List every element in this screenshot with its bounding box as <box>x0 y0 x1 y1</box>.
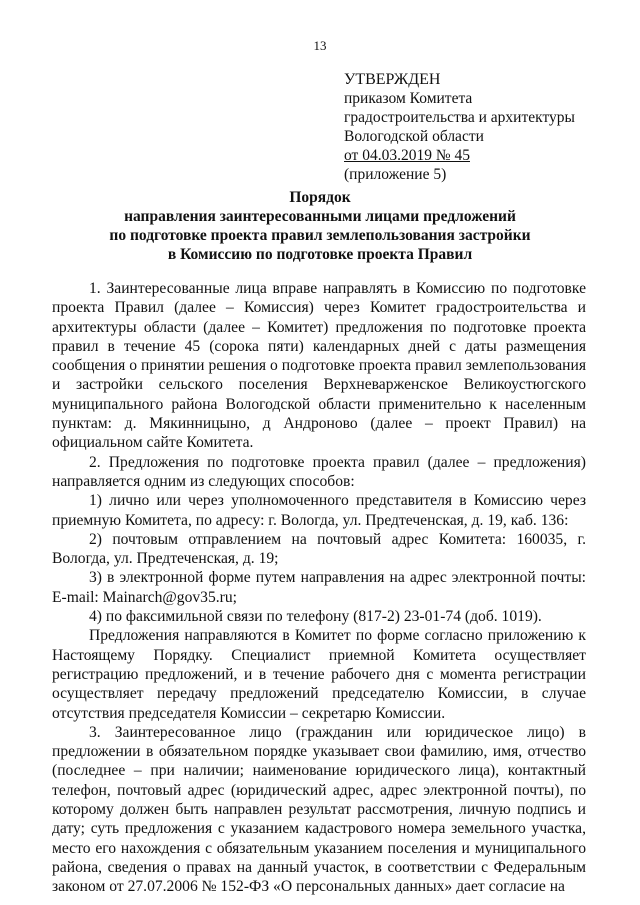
title-line: в Комиссию по подготовке проекта Правил <box>167 246 473 263</box>
approval-line: приказом Комитета <box>344 90 473 107</box>
paragraph: 3. Заинтересованное лицо (гражданин или юридическое лицо) в предложении в обязательном порядке указывает свои фамилию, имя, отчество (последнее – при наличии; наименование юридического лица), контактный телефон, почтовый адрес (юридический адрес, адрес электронной почты), по которому должен быть направлен результат рассмотрения, личную подпись и дату; суть предложения с указанием кадастрового номера земельного участка, место его нахождения с обязательным указанием поселения и муниципального района, сведения о правах на данный участок, в соответствии с Федеральным законом от 27.07.2006 № 152-ФЗ «О персональных данных» дает согласие на <box>52 723 586 896</box>
approval-stamp <box>344 70 575 184</box>
paragraph: 1) лично или через уполномоченного представителя в Комиссию через приемную Комитета, по адресу: г. Вологда, ул. Предтеченская, д. 19, каб. 136: <box>52 492 586 529</box>
approval-order-date: от 04.03.2019 № 45 <box>344 147 470 164</box>
approval-appendix: (приложение 5) <box>344 166 447 183</box>
approval-line: градостроительства и архитектуры <box>344 109 575 126</box>
paragraph: Предложения направляются в Комитет по форме согласно приложению к Настоящему Порядку. Специалист приемной Комитета осуществляет регистрацию предложений, и в течение рабочего дня с момента регистрации осуществляет передачу предложений председателю Комиссии, в случае отсутствия председателя Комиссии – секретарю Комиссии. <box>52 627 586 722</box>
title-line: направления заинтересованными лицами предложений <box>124 208 516 225</box>
title-line: Порядок <box>289 189 351 206</box>
page-number: 13 <box>313 38 327 53</box>
approval-line: Вологодской области <box>344 128 484 145</box>
document-body <box>52 279 586 897</box>
paragraph: 2) почтовым отправлением на почтовый адрес Комитета: 160035, г. Вологда, ул. Предтеченская, д. 19; <box>52 530 586 568</box>
approval-heading: УТВЕРЖДЕН <box>344 71 441 88</box>
document-title <box>90 188 550 264</box>
paragraph: 4) по факсимильной связи по телефону (817-2) 23-01-74 (доб. 1019). <box>89 608 542 626</box>
paragraph: 3) в электронной форме путем направления на адрес электронной почты: E-mail: Mainarch@gov35.ru; <box>52 569 586 606</box>
title-line: по подготовке проекта правил землепользования застройки <box>109 227 531 244</box>
paragraph: 2. Предложения по подготовке проекта правил (далее – предложения) направляется одним из следующих способов: <box>52 453 586 490</box>
paragraph: 1. Заинтересованные лица вправе направлять в Комиссию по подготовке проекта Правил (далее – Комиссия) через Комитет градостроительства и архитектуры области (далее – Комитет) предложения по подготовке проекта правил в течение 45 (сорока пяти) календарных дней с даты размещения сообщения о принятии решения о подготовке проекта правил землепользования и застройки сельского поселения Верхневарженское Великоустюгского муниципального района Вологодской области применительно к населенным пунктам: д. Мякинницыно, д Андроново (далее – проект Правил) на официальном сайте Комитета. <box>52 280 586 452</box>
